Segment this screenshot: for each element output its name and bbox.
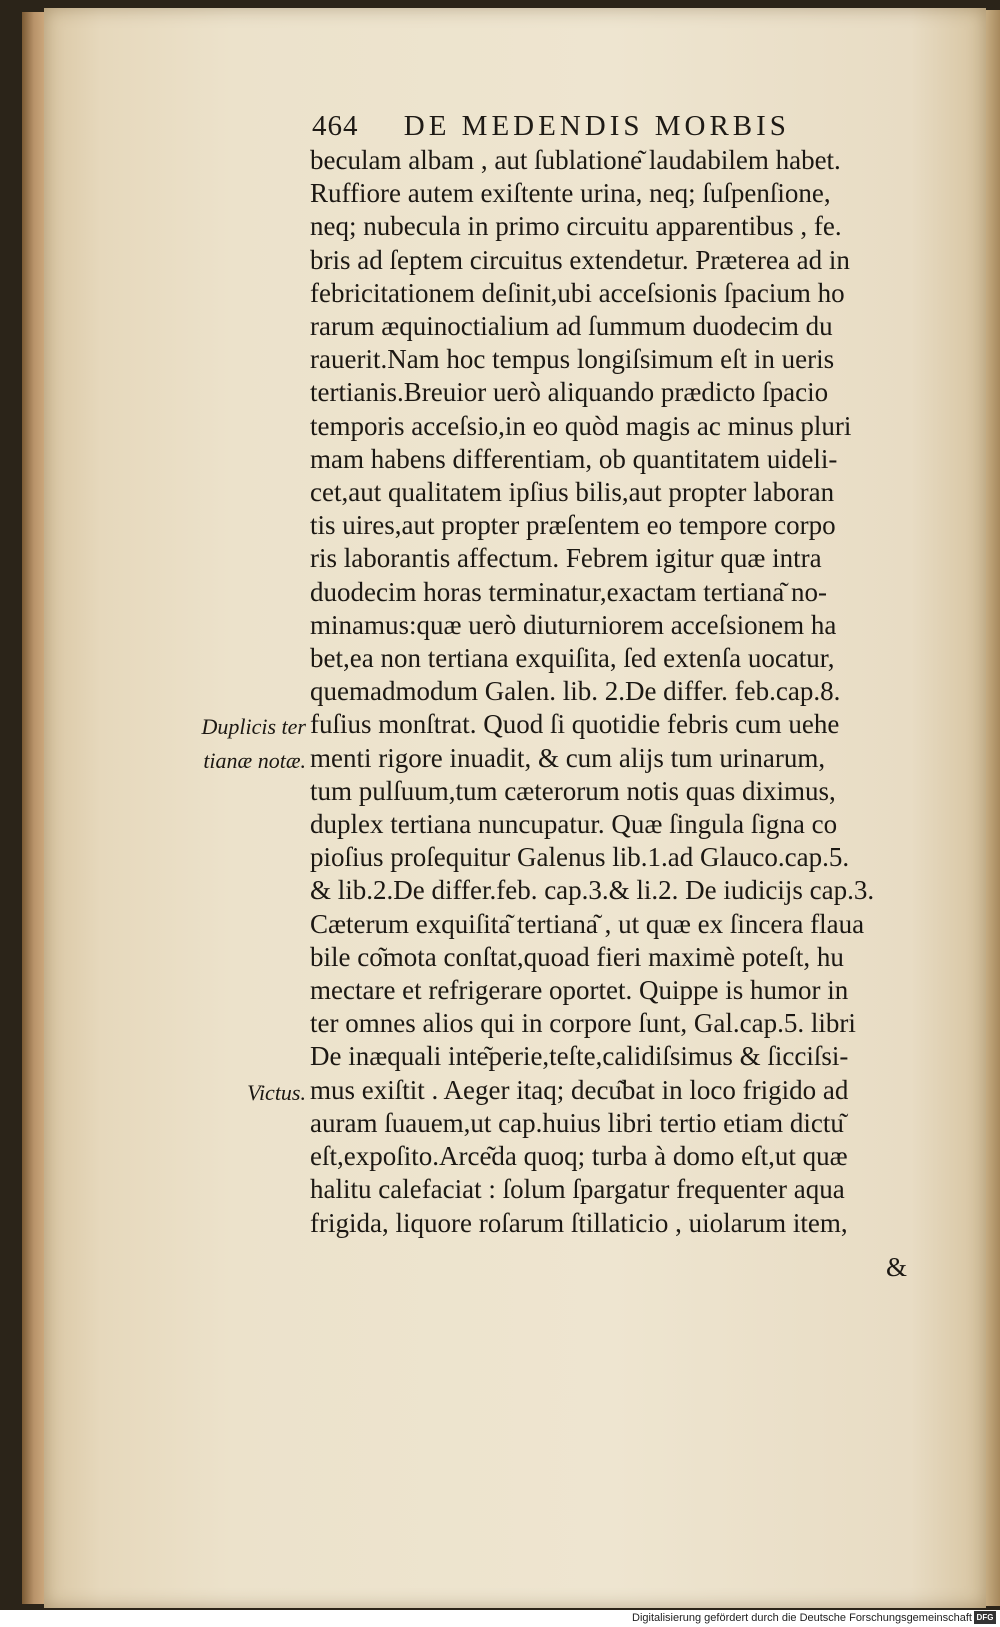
marginal-note: Victus. — [247, 1079, 306, 1105]
text-line: ris laborantis affectum. Febrem igitur quӕ intra — [310, 543, 822, 574]
text-line: duodecim horas terminatur,exactam tertiana͂ no- — [310, 576, 827, 607]
text-line: pioſius proſequitur Galenus lib.1.ad Glauco.cap.5. — [310, 842, 850, 873]
text-line: frigida, liquore roſarum ſtillaticio , uiolarum item, — [310, 1207, 848, 1238]
text-line: bile co͂mota conſtat,quoad fieri maximè poteſt, hu — [310, 941, 844, 972]
body-text — [310, 144, 955, 1240]
text-line: rauerit.Nam hoc tempus longiſsimum eſt in ueris — [310, 344, 835, 375]
text-line: cet,aut qualitatem ipſius bilis,aut propter laboran — [310, 477, 835, 508]
text-line: eſt,expoſito.Arce͂da quoq; turba à domo eſt,ut quӕ — [310, 1141, 848, 1172]
running-header — [312, 110, 790, 143]
text-line: bet,ea non tertiana exquiſita, ſed extenſa uocatur, — [310, 643, 835, 674]
text-line: bris ad ſeptem circuitus extendetur. Prӕterea ad in — [310, 244, 850, 275]
marginal-note: Duplicis ter — [201, 714, 306, 740]
text-line: tum pulſuum,tum cӕterorum notis quas diximus, — [310, 775, 836, 806]
running-title: DE MEDENDIS MORBIS — [403, 110, 790, 142]
dfg-logo: DFG — [974, 1611, 996, 1624]
text-line: mus exiſtit . Aeger itaq; decu͂bat in loco frigido ad — [310, 1074, 849, 1105]
text-line: menti rigore inuadit, & cum alijs tum urinarum, — [310, 742, 826, 773]
text-line: ter omnes alios qui in corpore ſunt, Gal.cap.5. libri — [310, 1008, 856, 1039]
text-line: auram ſuauem,ut cap.huius libri tertio etiam dictu͂ — [310, 1107, 844, 1138]
text-line: temporis acceſsio,in eo quòd magis ac minus pluri — [310, 410, 852, 441]
catchword: & — [886, 1252, 908, 1282]
text-line: halitu calefaciat : ſolum ſpargatur frequenter aqua — [310, 1174, 845, 1205]
text-line: febricitationem deſinit,ubi acceſsionis ſpacium ho — [310, 277, 845, 308]
text-line: mectare et refrigerare oportet. Quippe is humor in — [310, 975, 849, 1006]
marginal-note: tianӕ notӕ. — [203, 747, 306, 773]
text-line: Cӕterum exquiſita͂ tertiana͂ , ut quӕ ex ſincera flaua — [310, 908, 865, 939]
page-number: 464 — [312, 110, 359, 142]
text-line: duplex tertiana nuncupatur. Quӕ ſingula ſigna co — [310, 809, 838, 840]
text-line: minamus:quӕ uerò diuturniorem acceſsionem ha — [310, 609, 837, 640]
text-line: quemadmodum Galen. lib. 2.De differ. feb.cap.8. — [310, 676, 841, 707]
text-line: fuſius monſtrat. Quod ſi quotidie febris cum uehe — [310, 709, 840, 740]
footer-credit: Digitalisierung gefördert durch die Deutsche Forschungsgemeinschaft — [632, 1612, 972, 1624]
text-line: neq; nubecula in primo circuitu apparentibus , fe. — [310, 211, 842, 242]
text-line: & lib.2.De differ.feb. cap.3.& li.2. De iudicijs cap.3. — [310, 875, 875, 906]
text-line: mam habens differentiam, ob quantitatem uideli- — [310, 443, 838, 474]
text-line: beculam albam , aut ſublatione͂ laudabilem habet. — [310, 145, 841, 175]
text-line: tertianis.Breuior uerò aliquando prӕdicto ſpacio — [310, 377, 829, 408]
text-line: Ruffiore autem exiſtente urina, neq; ſuſpenſione, — [310, 178, 831, 209]
text-line: tis uires,aut propter prӕſentem eo tempore corpo — [310, 510, 836, 541]
text-line: rarum ӕquinoctialium ad ſummum duodecim du — [310, 311, 833, 342]
text-line: De inӕquali inte͂perie,teſte,calidiſsimus & ſicciſsi- — [310, 1041, 849, 1072]
